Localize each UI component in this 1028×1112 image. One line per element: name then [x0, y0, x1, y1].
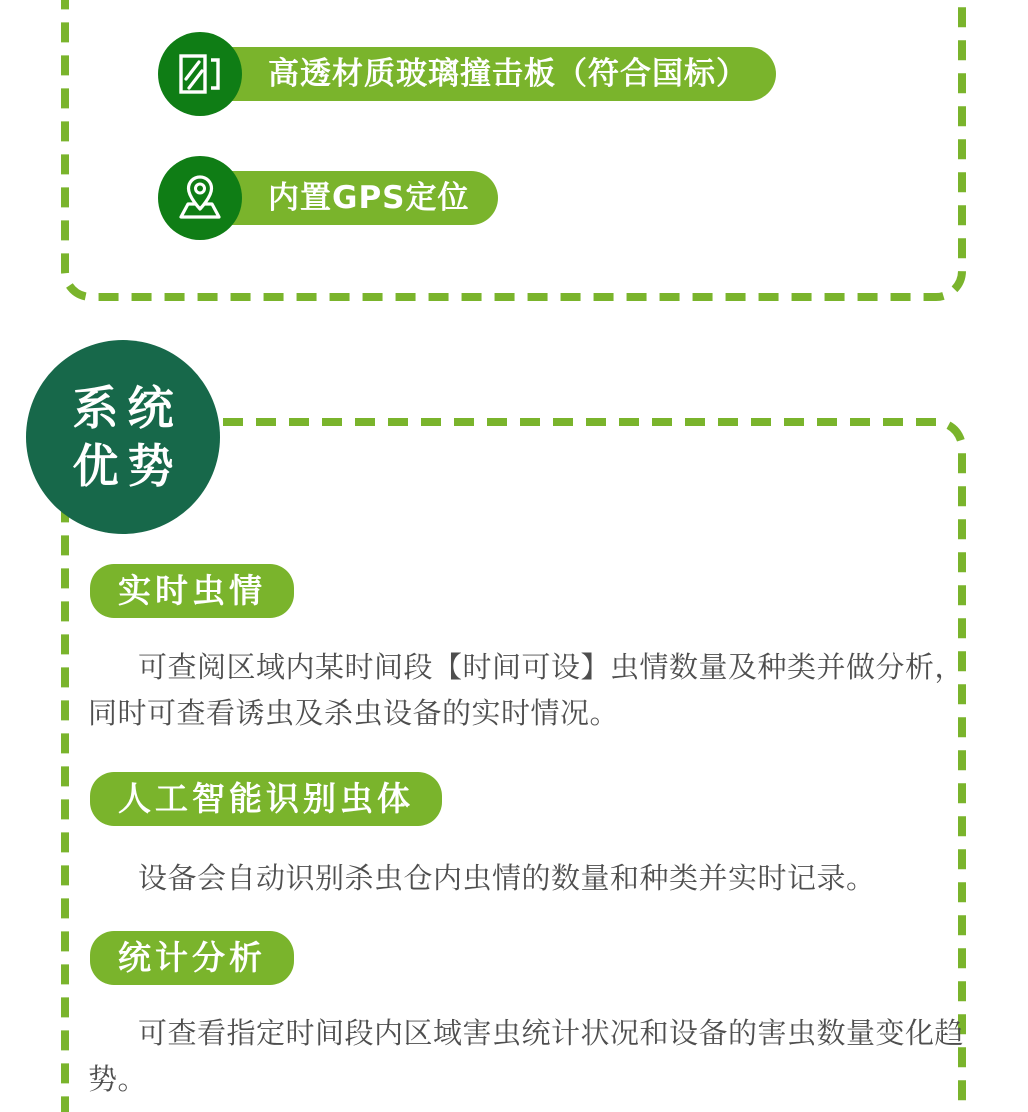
paragraph-line: 势。	[88, 1062, 148, 1096]
dashed-box-bottom	[65, 422, 962, 1112]
glass-panel-icon	[158, 32, 242, 116]
section-title-ai-recognition: 人工智能识别虫体	[90, 772, 442, 826]
badge-text-line2: 优势	[72, 439, 183, 493]
section-title-realtime-pest: 实时虫情	[90, 564, 294, 618]
gps-location-icon	[158, 156, 242, 240]
paragraph-line: 设备会自动识别杀虫仓内虫情的数量和种类并实时记录。	[138, 861, 876, 895]
feature-banner-gps: 内置GPS定位	[200, 171, 498, 225]
feature-banner-glass-board: 高透材质玻璃撞击板（符合国标）	[200, 47, 776, 101]
section-badge-system-advantages	[26, 340, 220, 534]
section-paragraph-ai-recognition	[88, 855, 993, 901]
badge-text-line1: 系统	[72, 381, 183, 435]
section-paragraph-statistics	[88, 1010, 993, 1102]
section-paragraph-realtime-pest	[88, 644, 993, 736]
paragraph-line: 同时可查看诱虫及杀虫设备的实时情况。	[88, 696, 620, 730]
paragraph-line: 可查看指定时间段内区域害虫统计状况和设备的害虫数量变化趋	[138, 1016, 965, 1050]
paragraph-line: 可查阅区域内某时间段【时间可设】虫情数量及种类并做分析，	[138, 650, 965, 684]
section-title-statistics: 统计分析	[90, 931, 294, 985]
gps-location-icon-glyph	[174, 172, 226, 224]
glass-panel-icon-glyph	[174, 48, 226, 100]
